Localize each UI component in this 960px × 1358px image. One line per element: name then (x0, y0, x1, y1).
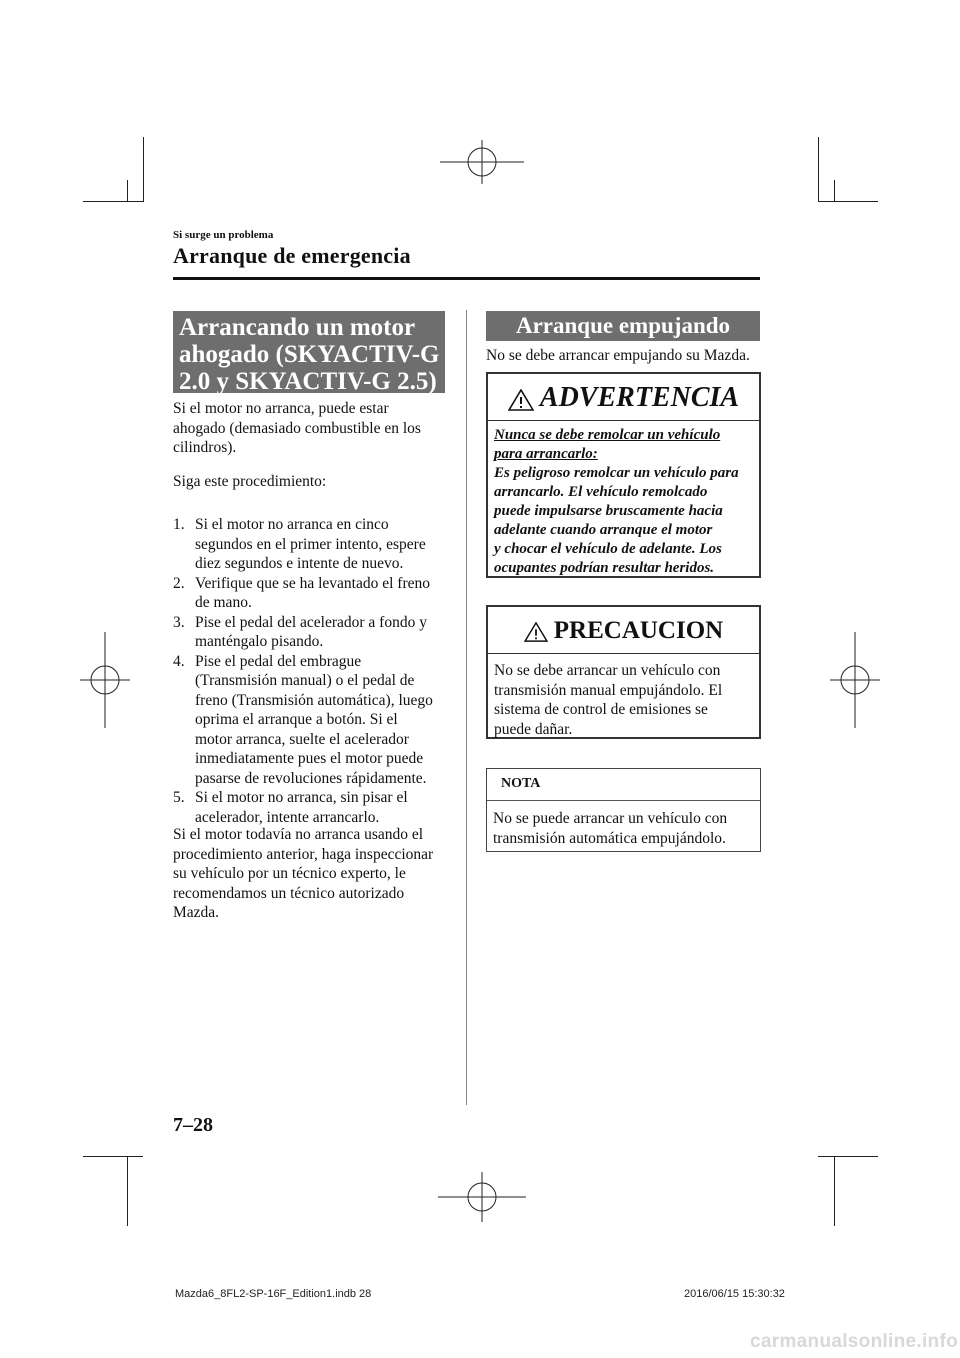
caution-separator (488, 653, 759, 654)
push-start-intro: No se debe arrancar empujando su Mazda. (486, 347, 750, 364)
registration-mark-bottom (438, 1172, 526, 1222)
registration-mark-left (80, 632, 130, 728)
intro-paragraph (173, 399, 448, 458)
text-line: Si el motor no arranca, puede estar (173, 400, 389, 417)
watermark: carmanualsonline.info (750, 1331, 958, 1352)
warning-text: Nunca se debe remolcar un vehículo para arrancarlo: Es peligroso remolcar un vehículo para arrancarlo. El vehículo remolcado puede impulsarse bruscamente hacia adelante cuando arranque el motor y chocar el vehículo de adelante. Los ocupantes podrían resultar heridos. (494, 427, 739, 576)
text-line: ahogado (demasiado combustible en los (173, 419, 421, 437)
page-number: 7–28 (173, 1114, 213, 1136)
warning-box (486, 372, 761, 578)
column-divider (466, 310, 467, 1105)
procedure-label: Siga este procedimiento: (173, 473, 327, 490)
warning-triangle-icon (524, 622, 548, 642)
caution-title: PRECAUCION (488, 617, 759, 645)
section-title-line: 2.0 y SKYACTIV-G 2.5) (179, 368, 437, 395)
section-title-flooded-engine (173, 311, 445, 393)
page-title: Arranque de emergencia (173, 243, 411, 268)
registration-mark-top (440, 140, 524, 184)
list-item: 4. Pise el pedal del embrague (Transmisión manual) o el pedal de freno (Transmisión automática), luego oprima el arranque a botón. Si el motor arranca, suelte el acelerador inmediatamente pues el motor puede pasarse de revoluciones rápidamente. (173, 652, 433, 787)
header-rule (173, 277, 760, 280)
caution-text: No se debe arrancar un vehículo con transmisión manual empujándolo. El sistema de control de emisiones se puede dañar. (494, 662, 723, 738)
footer-timestamp: 2016/06/15 15:30:32 (684, 1288, 785, 1300)
procedure-steps (173, 515, 453, 827)
text-line: cilindros). (173, 439, 237, 456)
note-box (486, 768, 761, 852)
caution-box (486, 605, 761, 739)
note-text: No se puede arrancar un vehículo con transmisión automática empujándolo. (493, 810, 728, 847)
footer-file-info: Mazda6_8FL2-SP-16F_Edition1.indb 28 (175, 1288, 372, 1300)
note-title: NOTA (501, 776, 541, 791)
closing-paragraph: Si el motor todavía no arranca usando el procedimiento anterior, haga inspeccionar su vehículo por un técnico experto, le recomendamos un técnico autorizado Mazda. (173, 826, 434, 921)
list-item: 2. Verifique que se ha levantado el freno de mano. (173, 574, 430, 611)
list-item: 3. Pise el pedal del acelerador a fondo y manténgalo pisando. (173, 613, 427, 650)
warning-separator (488, 420, 759, 421)
note-separator (487, 800, 760, 801)
section-title-line: Arranque empujando (515, 313, 731, 338)
chapter-label: Si surge un problema (173, 229, 274, 241)
section-title-push-start (486, 311, 760, 341)
warning-title: ADVERTENCIA (488, 382, 759, 414)
list-item: 5. Si el motor no arranca, sin pisar el acelerador, intente arrancarlo. (173, 789, 408, 826)
registration-mark-right (830, 632, 880, 728)
list-item: 1. Si el motor no arranca en cinco segundos en el primer intento, espere diez segundos e intente de nuevo. (173, 516, 426, 572)
warning-triangle-icon (508, 389, 534, 411)
section-title-line: ahogado (SKYACTIV-G (179, 341, 440, 368)
section-title-line: Arrancando un motor (179, 314, 416, 341)
